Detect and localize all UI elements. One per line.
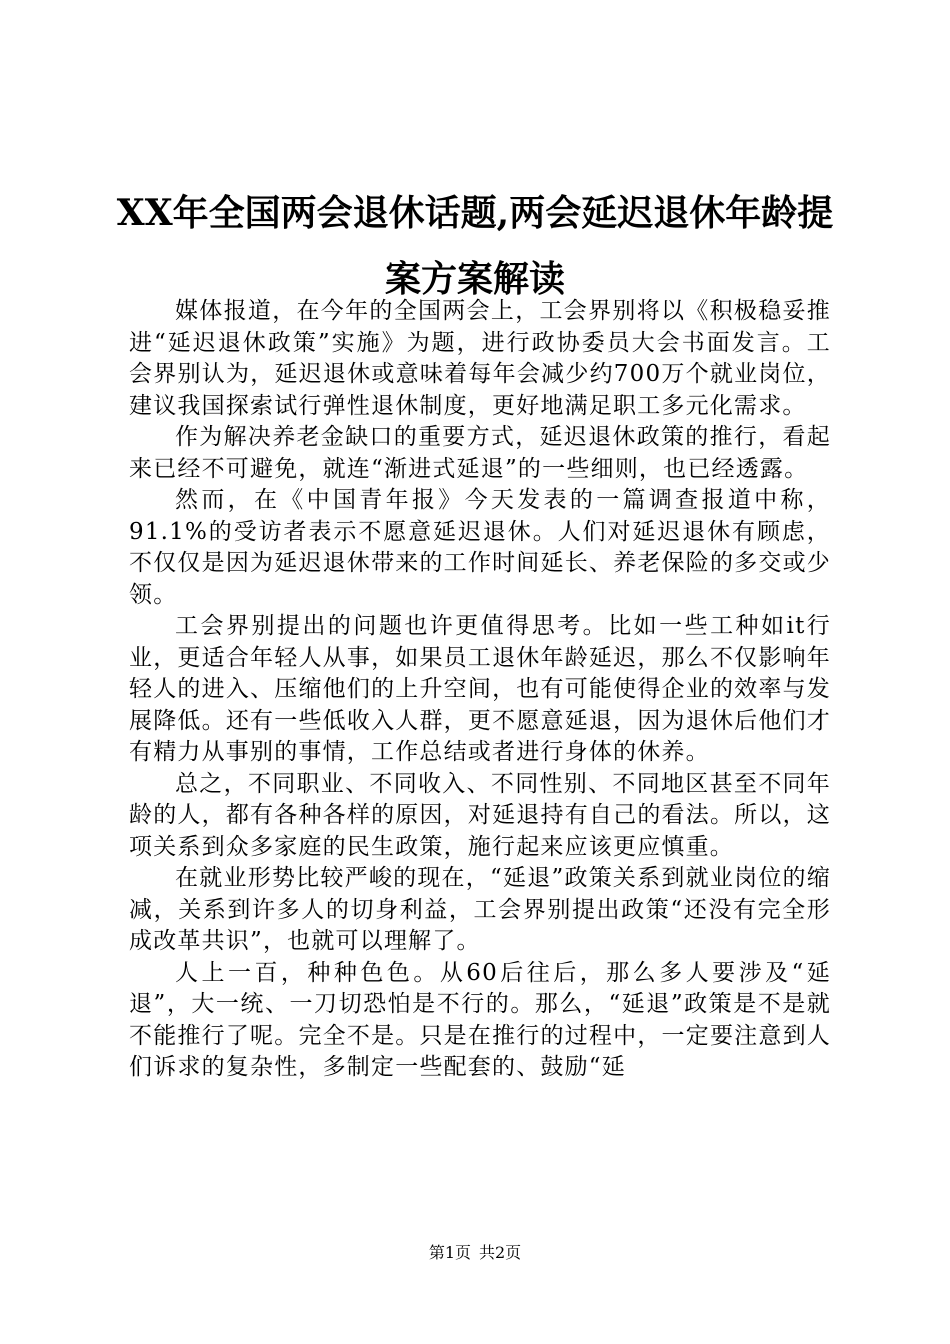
page-number-current: 第1页 bbox=[428, 1243, 471, 1262]
paragraph: 然而，在《中国青年报》今天发表的一篇调查报道中称，91.1%的受访者表示不愿意延迟退休。人们对延迟退休有顾虑，不仅仅是因为延迟退休带来的工作时间延长、养老保险的多交或少领。 bbox=[129, 487, 831, 608]
paragraph: 人上一百，种种色色。从60后往后，那么多人要涉及“延退”，大一统、一刀切恐怕是不行的。那么，“延退”政策是不是就不能推行了呢。完全不是。只是在推行的过程中，一定要注意到人们诉求的复杂性，多制定一些配套的、鼓励“延 bbox=[129, 959, 831, 1080]
paragraph: 工会界别提出的问题也许更值得思考。比如一些工种如it行业，更适合年轻人从事，如果员工退休年龄延迟，那么不仅影响年轻人的进入、压缩他们的上升空间，也有可能使得企业的效率与发展降低。还有一些低收入人群，更不愿意延退，因为退休后他们才有精力从事别的事情，工作总结或者进行身体的休养。 bbox=[129, 613, 831, 765]
paragraph: 在就业形势比较严峻的现在，“延退”政策关系到就业岗位的缩减，关系到许多人的切身利益，工会界别提出政策“还没有完全形成改革共识”，也就可以理解了。 bbox=[129, 865, 831, 954]
page-footer bbox=[0, 1243, 950, 1263]
paragraph: 作为解决养老金缺口的重要方式，延迟退休政策的推行，看起来已经不可避免，就连“渐进式延退”的一些细则，也已经透露。 bbox=[129, 424, 831, 482]
document-body bbox=[129, 296, 831, 1084]
document-title: XX年全国两会退休话题,两会延迟退休年龄提案方案解读 bbox=[116, 192, 834, 300]
paragraph: 媒体报道，在今年的全国两会上，工会界别将以《积极稳妥推进“延迟退休政策”实施》为题，进行政协委员大会书面发言。工会界别认为，延迟退休或意味着每年会减少约700万个就业岗位，建议我国探索试行弹性退休制度，更好地满足职工多元化需求。 bbox=[129, 298, 831, 419]
paragraph: 总之，不同职业、不同收入、不同性别、不同地区甚至不同年龄的人，都有各种各样的原因，对延退持有自己的看法。所以，这项关系到众多家庭的民生政策，施行起来应该更应慎重。 bbox=[129, 770, 831, 860]
page-number-total: 共2页 bbox=[479, 1243, 522, 1262]
